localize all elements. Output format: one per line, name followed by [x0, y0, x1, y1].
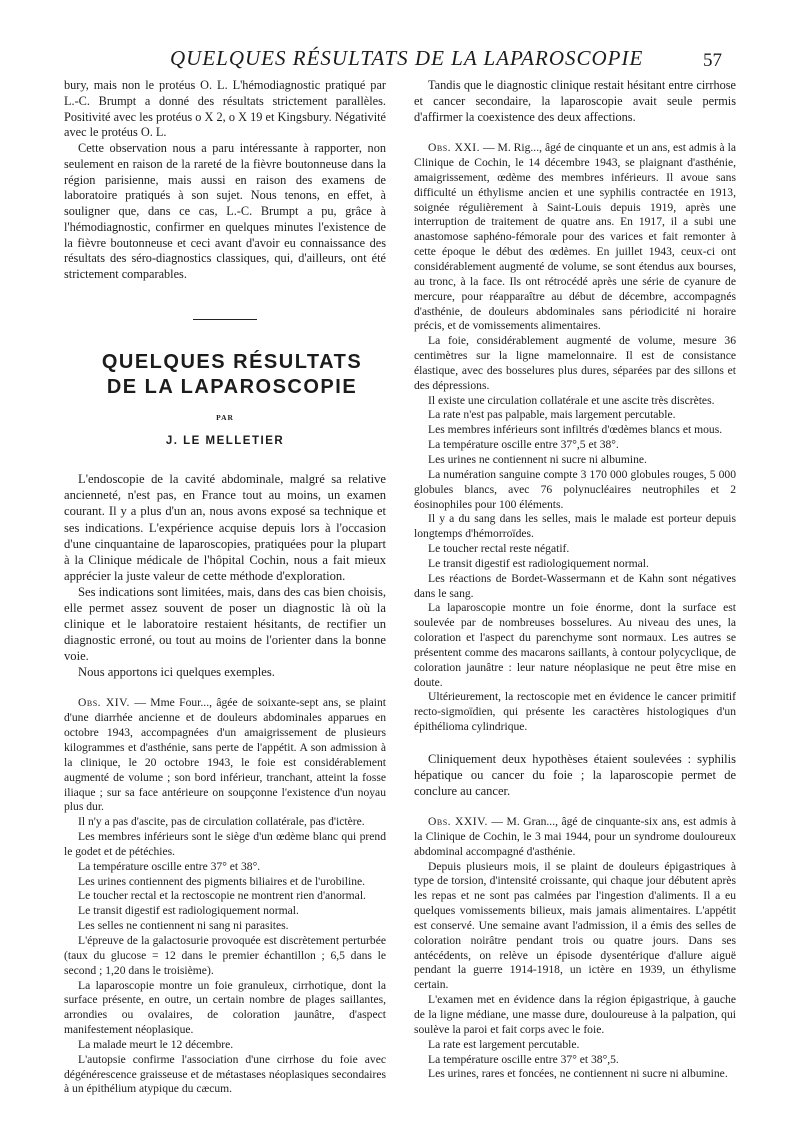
- observation-paragraph: Le transit digestif est radiologiquement normal.: [428, 556, 649, 570]
- observation-paragraph: La foie, considérablement augmenté de volume, mesure 36 centimètres sur la ligne mamelonnaire. Il est de consistance élastique, avec des bosselures plus dures, séparées par des sillons et des dépressions.: [414, 334, 736, 392]
- observation-lead: [414, 815, 736, 860]
- continued-paragraph: bury, mais non le protéus O. L. L'hémodiagnostic pratiqué par L.-C. Brumpt a donné des résultats strictement parallèles. Positivité avec les protéus o X 2, o X 19 et Kingsbury. Négativité avec le protéus O. L.: [64, 78, 386, 140]
- observation-paragraph: Les réactions de Bordet-Wassermann et de Kahn sont négatives dans le sang.: [414, 571, 736, 600]
- observation-paragraph: Les urines, rares et foncées, ne contiennent ni sucre ni albumine.: [428, 1067, 728, 1081]
- article-heading: [64, 350, 386, 450]
- intro-paragraph: Ses indications sont limitées, mais, dans des cas bien choisis, elle permet assez souvent de poser un diagnostic là où la clinique et le laboratoire restaient hésitants, de rectifier un diagnostic erroné, ou tout au moins de l'orienter dans la bonne voie.: [64, 584, 386, 664]
- observation-paragraph: La numération sanguine compte 3 170 000 globules rouges, 5 000 globules blancs, avec 76 polynucléaires neutrophiles et 2 éosinophiles pour 100 éléments.: [414, 467, 736, 511]
- observation-paragraph: La température oscille entre 37° et 38°.: [78, 859, 261, 873]
- observation-lead: [414, 141, 736, 334]
- observation-lead-text: — M. Rig..., âgé de cinquante et un ans, est admis à la Clinique de Cochin, le 14 décembre 1943, se plaignant d'asthénie, amaigrissement, œdème des membres inférieurs. Il avoue sans difficulté un éthylisme ancien et une syphilis contractée en 1913, soignée régulièrement à Saint-Louis depuis 1919, après une interruption de traitement de quatre ans. En 1917, il a subi une anastomose saphéno-fémorale pour des varices et fait remonter à cette époque le début des œdèmes. En juillet 1943, ceux-ci ont considérablement augmenté de volume, se sont étendus aux bourses, au tronc, à la face. Ils ont rétrocédé après une série de cyanure de mercure, pour réapparaître au début de décembre, accompagnés d'asthénie, de douleurs abdominales sans périodicité ni horaire précis, et de vomissements alimentaires.: [414, 141, 736, 333]
- observation-label: Obs. XXI.: [428, 141, 481, 155]
- observation-paragraph: La rate n'est pas palpable, mais largement percutable.: [428, 408, 676, 422]
- byline-par: PAR: [216, 412, 234, 422]
- observation-paragraph: La température oscille entre 37°,5 et 38°.: [428, 438, 619, 452]
- observation-paragraph: Le toucher rectal et la rectoscopie ne montrent rien d'anormal.: [78, 889, 366, 903]
- article-title-line-2: DE LA LAPAROSCOPIE: [106, 375, 358, 398]
- left-column: [64, 78, 386, 1097]
- observation-paragraph: Il y a du sang dans les selles, mais le malade est porteur depuis longtemps d'hémorroïdes.: [414, 512, 736, 541]
- observation-paragraph: L'examen met en évidence dans la région épigastrique, à gauche de la ligne médiane, une masse dure, douloureuse à la palpation, qui soulève la paroi et fait corps avec le foie.: [414, 993, 736, 1036]
- observation-lead-text: — M. Gran..., âgé de cinquante-six ans, est admis à la Clinique de Cochin, le 3 mai 1944, pour un syndrome douloureux abdominal accompagné d'asthénie.: [414, 815, 736, 858]
- article-author: J. LE MELLETIER: [165, 434, 285, 447]
- observation-label: Obs. XIV.: [78, 696, 130, 710]
- observation-paragraph: Les urines ne contiennent ni sucre ni albumine.: [428, 452, 647, 466]
- observation-paragraph: Ultérieurement, la rectoscopie met en évidence le cancer primitif recto-sigmoïdien, qui présente les caractères histologiques d'un épithélioma cylindrique.: [414, 690, 736, 734]
- intro-paragraph: Nous apportons ici quelques exemples.: [78, 665, 275, 680]
- observation-lead-text: — Mme Four..., âgée de soixante-sept ans, se plaint d'une diarrhée ancienne et de douleurs abdominales apparues en octobre 1943, accompagnées d'un amaigrissement de plusieurs kilogrammes et d'asthénie, sans perte de l'appétit. A son admission à la clinique, le 20 octobre 1943, le foie est considérablement augmenté de volume ; son bord inférieur, tranchant, atteint la fosse iliaque ; sur sa face antérieure on soupçonne l'existence d'un noyau plus dur.: [64, 696, 387, 814]
- observation-paragraph: L'épreuve de la galactosurie provoquée est discrètement perturbée (taux du glucose = 12 dans le premier échantillon ; 6,5 dans le second ; 1,20 dans le troisième).: [64, 933, 386, 977]
- observation-paragraph: Il existe une circulation collatérale et une ascite très discrètes.: [428, 393, 715, 407]
- observation-paragraph: Les selles ne contiennent ni sang ni parasites.: [78, 919, 289, 933]
- observation-paragraph: Depuis plusieurs mois, il se plaint de douleurs épigastriques à type de torsion, d'intensité croissante, qui chaque jour débutent après les repas et ne sont pas calmées par l'ingestion d'aliments. Il a eu quelques vomissements bilieux, mais jamais alimentaires. L'appétit est conservé. Une semaine avant l'admission, il a émis des selles de coloration noirâtre pendant trois ou quatre jours. Dans ses antécédents, on relève un épisode dysentérique d'allure aiguë pendant la guerre 1914-1918, un ictère en 1939, un éthylisme certain.: [414, 859, 736, 992]
- observation-paragraph: Le transit digestif est radiologiquement normal.: [78, 904, 299, 918]
- observation-paragraph: La laparoscopie montre un foie énorme, dont la surface est soulevée par de nombreuses bosselures. Au niveau des unes, la coloration et l'aspect du parenchyme sont normaux. Les autres se présentent comme des macarons saillants, à contour polycyclique, de coloration jaunâtre : leur nature néoplasique ne peut être mise en doute.: [414, 601, 736, 689]
- observation-paragraph: Les membres inférieurs sont le siège d'un œdème blanc qui prend le godet et de pétéchies.: [64, 830, 386, 858]
- opening-paragraph: Tandis que le diagnostic clinique restait hésitant entre cirrhose et cancer secondaire, la laparoscopie avait seule permis d'affirmer la coexistence des deux affections.: [414, 78, 736, 124]
- article-title-line-1: QUELQUES RÉSULTATS: [101, 350, 363, 373]
- observation-paragraph: La rate est largement percutable.: [428, 1037, 580, 1051]
- section-divider: [193, 319, 257, 320]
- observation-paragraph: Les membres inférieurs sont infiltrés d'œdèmes blancs et mous.: [428, 423, 723, 437]
- observation-paragraph: La malade meurt le 12 décembre.: [78, 1037, 234, 1051]
- page-number: 57: [703, 50, 722, 71]
- observation-note-paragraph: Cette observation nous a paru intéressante à rapporter, non seulement en raison de la rareté de la fièvre boutonneuse dans la région parisienne, mais aussi en raison des examens de laboratoire pratiqués à son sujet. Nous tenons, en effet, à souligner que, dans ce cas, L.-C. Brumpt a pu, grâce à l'hémodiagnostic, confirmer en quelques minutes l'existence de la fièvre boutonneuse et ceci avant d'avoir eu connaissance des résultats des séro-diagnostics classiques, qui, d'ailleurs, ont été strictement comparables.: [64, 141, 386, 281]
- observation-paragraph: La température oscille entre 37° et 38°,5.: [428, 1052, 619, 1066]
- observation-paragraph: Il n'y a pas d'ascite, pas de circulation collatérale, pas d'ictère.: [78, 815, 365, 829]
- observation-xiv: [64, 696, 386, 1097]
- observation-label: Obs. XXIV.: [428, 815, 488, 828]
- right-column: [414, 78, 736, 1082]
- summary-paragraph: Cliniquement deux hypothèses étaient soulevées : syphilis hépatique ou cancer du foie ; la laparoscopie permet de conclure au cancer.: [414, 752, 736, 798]
- observation-xxiv: [414, 815, 736, 1082]
- observation-paragraph: La laparoscopie montre un foie granuleux, cirrhotique, dont la surface présente, en outre, un certain nombre de plages saillantes, arrondies ou ovalaires, de coloration jaunâtre, d'aspect manifestement néoplasique.: [64, 978, 386, 1037]
- running-title: QUELQUES RÉSULTATS DE LA LAPAROSCOPIE: [170, 46, 644, 70]
- observation-paragraph: Les urines contiennent des pigments biliaires et de l'urobiline.: [78, 874, 366, 888]
- article-introduction: [64, 471, 386, 680]
- intro-paragraph: L'endoscopie de la cavité abdominale, malgré sa relative ancienneté, n'est pas, en France tout au moins, un examen courant. Il y a plus d'un an, nous avons exposé sa technique et ses indications. L'expérience acquise depuis lors à l'occasion d'une cinquantaine de laparoscopies, pratiquées pour la plupart à la Clinique médicale de l'hôpital Cochin, nous a fait mieux apprécier la juste valeur de cette méthode d'exploration.: [64, 472, 386, 583]
- observation-xxi: [414, 141, 736, 735]
- observation-paragraph: L'autopsie confirme l'association d'une cirrhose du foie avec dégénérescence graisseuse et de métastases néoplasiques secondaires à un épithélium atypique du cæcum.: [64, 1052, 386, 1096]
- observation-paragraph: Le toucher rectal reste négatif.: [428, 542, 570, 556]
- observation-lead: [64, 696, 386, 815]
